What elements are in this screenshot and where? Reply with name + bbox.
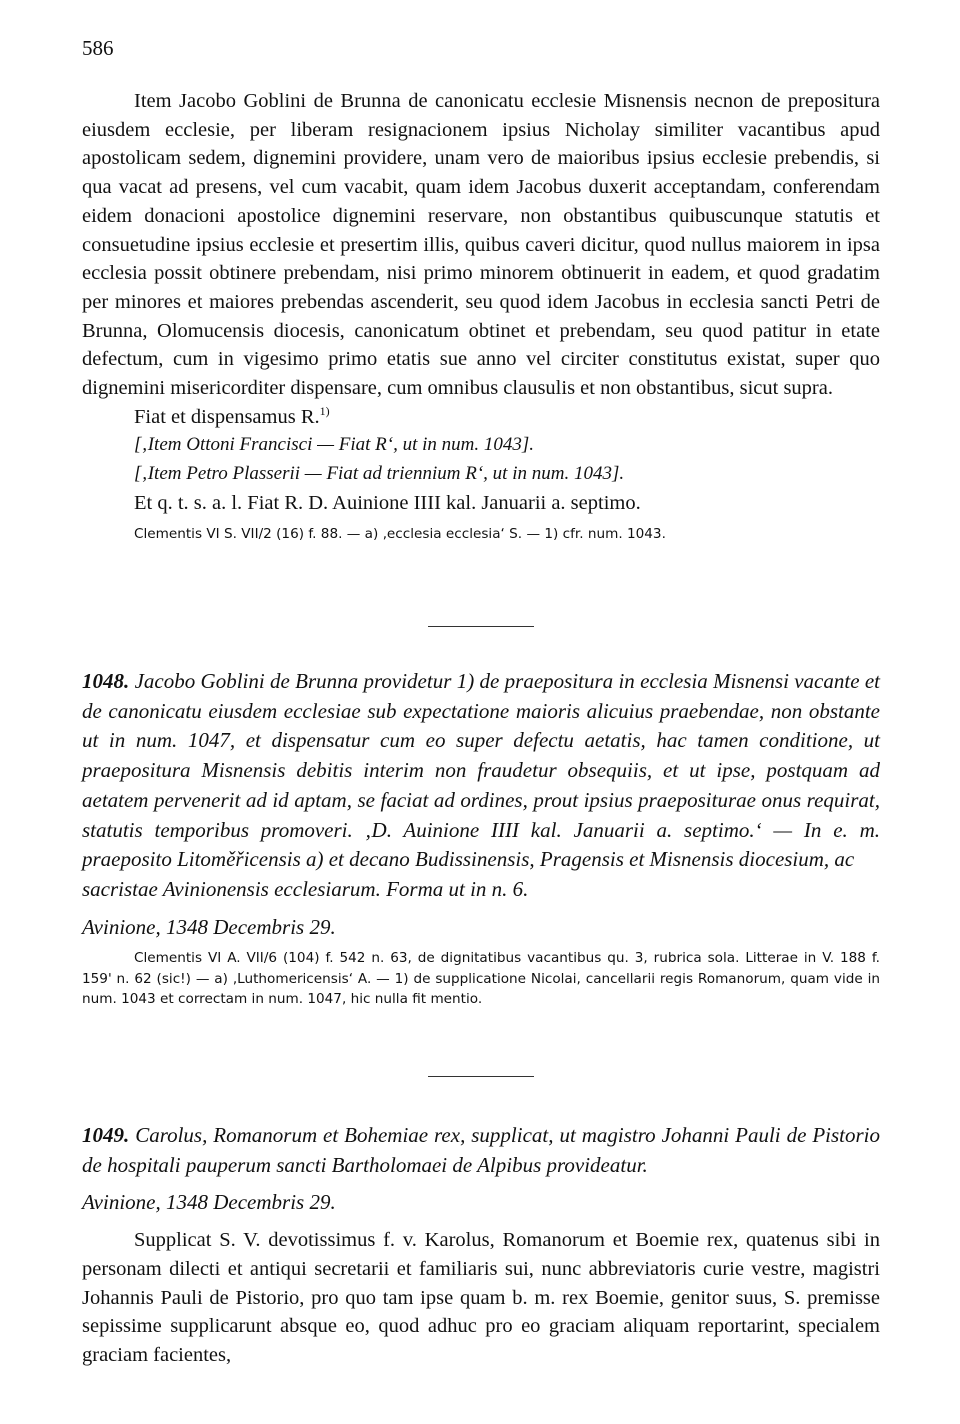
footnote-1048: Clementis VI A. VII/6 (104) f. 542 n. 63, de dignitatibus vacantibus qu. 3, rubrica sola. Litterae in V. 188 f. 159' n. 62 (sic!) — a) ‚Luthomericensis‘ A. — 1) de supplicatione Nicolai, cancellarii regis Romanorum, quam vide in num. 1043 et correctam in num. 1047, hic nulla fit mentio. [82,950,880,1008]
supplication-paragraph: Item Jacobo Goblini de Brunna de canonicatu ecclesie Misnensis necnon de prepositura eiusdem ecclesie, per liberam resignacionem ipsius Nicholay similiter vacantibus apud apostolicam sedem, dignemini providere, unam vero de maioribus ipsius ecclesie prebendis, si qua vacat ad presens, vel cum vacabit, quam idem Jacobus duxerit acceptandam, conferendam eidem donacioni apostolice dignemini reservare, non obstantibus quibuscunque statutis et consuetudine ipsius ecclesie et presertim illis, quibus caveri dicitur, quod nullus maiorem in ipsa ecclesia possit obtinere prebendam, nisi primo minorem obtinuerit in eadem, et quod gradatim per minores et maiores prebendas ascenderit, seu quod idem Jacobus in ecclesia sancti Petri de Brunna, Olomucensis diocesis, canonicatum obtinet et prebendam, seu quod patitur in etate defectum, cum in vigesimo primo etatis sue anno vel circiter constitutus existat, super quo dignemini misericorditer dispensare, cum omnibus clausulis et non obstantibus, sicut supra. [82,90,880,400]
et-line: Et q. t. s. a. l. Fiat R. D. Auinione IIII kal. Januarii a. septimo. [134,491,641,514]
regest-1049 [82,1121,880,1180]
section-divider [428,626,534,627]
fiat-line [82,403,880,432]
entry-1048 [82,667,880,1010]
entry-number: 1049. [82,1123,130,1147]
date-line-1048: Avinione, 1348 Decembris 29. [82,914,336,939]
section-divider [428,1076,534,1077]
item-petro-line: [‚Item Petro Plasserii — Fiat ad triennium R‘, ut in num. 1043]. [134,463,625,485]
fiat-footnote-mark: 1) [319,403,330,418]
page-number: 586 [82,36,114,60]
fiat-text: Fiat et dispensamus R. [134,405,320,428]
item-ottoni-line: [‚Item Ottoni Francisci — Fiat R‘, ut in num. 1043]. [134,434,535,456]
footnote-1047: Clementis VI S. VII/2 (16) f. 88. — a) ‚ecclesia ecclesia‘ S. — 1) cfr. num. 1043. [134,525,666,542]
supplication-paragraph-1049: Supplicat S. V. devotissimus f. v. Karolus, Romanorum et Boemie rex, quatenus sibi in personam dilecti et antiqui secretarii et familiaris sui, nunc abbreviatoris curie vestre, magistri Johannis Pauli de Pistorio, pro quo tam ipse quam b. m. rex Boemie, genitor suus, S. premisse sepissime supplicarunt absque eo, quod adhuc pro eo graciam aliquam reportarint, specialem graciam facientes, [82,1229,880,1366]
entry-number: 1048. [82,669,130,693]
regest-text: Jacobo Goblini de Brunna providetur 1) de praepositura in ecclesia Misnensi vacante et de canonicatu eiusdem ecclesiae sub expectatione maioris alicuius praebendae, non obstante ut in num. 1047, et dispensatur cum eo super defectu aetatis, hac tamen conditione, ut praepositura Misnensis debitis interim non fraudetur obsequiis, et ut ipse, postquam ad aetatem pervenerit ad id aptam, se faciat ad ordines, prout ipsius praepositurae onus requirat, statutis temporibus promoveri. ‚D. Auinione IIII kal. Januarii a. septimo.‘ — In e. m. praeposito Litoměřicensis a) et decano Budissinensis, Pragensis et Misnensis diocesium, ac [82,669,880,872]
regest-text: Carolus, Romanorum et Bohemiae rex, supplicat, ut magistro Johanni Pauli de Pistorio de hospitali pauperum sancti Bartholomaei de Alpibus provideatur. [82,1123,880,1177]
entry-1047-text [82,87,880,544]
entry-1049 [82,1121,880,1370]
regest-1048-last-line: sacristae Avinionensis ecclesiarum. Forma ut in n. 6. [82,876,529,901]
regest-1048 [82,667,880,875]
date-line-1049: Avinione, 1348 Decembris 29. [82,1190,336,1215]
